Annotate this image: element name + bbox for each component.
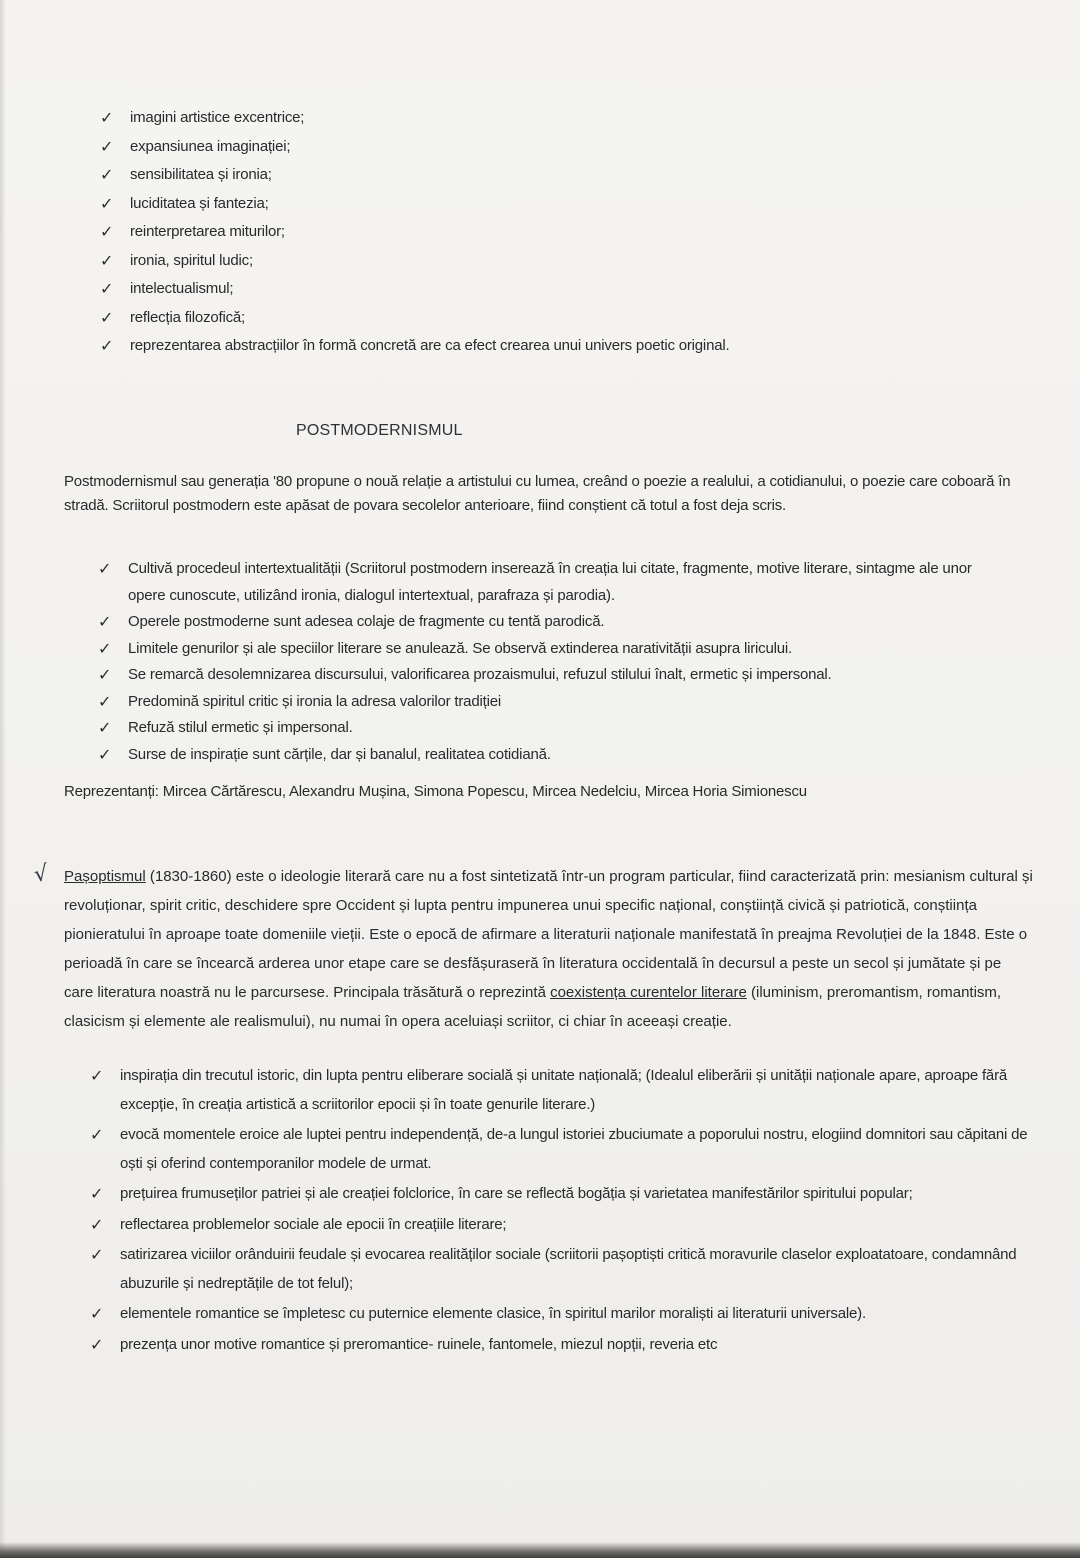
list-item: ✓ Refuză stilul ermetic și impersonal. — [94, 715, 994, 742]
pasoptism-paragraph: Pașoptismul (1830-1860) este o ideologie literară care nu a fost sintetizată într-un program particular, fiind caracterizată prin: mesianism cultural și revoluționar, spirit critic, deschidere spre Occident și lupta pentru impunerea unui specific național, conștiință civică și patriotică, conștiința pionieratului în aproape toate domeniile vieții. Este o epocă de afirmare a literaturii naționale manifestată în preajma Revoluției de la 1848. Este o perioadă în care se încearcă arderea unor etape care se desfășuraseră în literatura occidentală în decursul a peste un secol și jumătate și pe care literatura noastră nu le parcursese. Principala trăsătură o reprezintă coexistența curentelor literare (iluminism, preromantism, romantism, clasicism și elemente ale realismului), nu numai în opera aceluiași scriitor, ci chiar în aceeași creație. — [64, 868, 1033, 1030]
page-bottom-edge — [0, 1542, 1080, 1558]
list-item: ✓ satirizarea viciilor orânduirii feudale și evocarea realităților sociale (scriitorii pașoptiști critică moravurile claselor exploatatoare, condamnând abuzurile și nedreptățile de tot felul); — [86, 1241, 1036, 1298]
checkmark-icon: ✓ — [100, 250, 114, 270]
checkmark-icon: ✓ — [90, 1334, 104, 1354]
representatives-line: Reprezentanți: Mircea Cărtărescu, Alexandru Mușina, Simona Popescu, Mircea Nedelciu, Mircea Horia Simionescu — [64, 783, 807, 800]
list-item: ✓ evocă momentele eroice ale luptei pentru independență, de-a lungul istoriei zbuciumate a poporului nostru, elogiind domnitori sau căpitani de oști și oferind contemporanilor modele de urmat. — [86, 1121, 1036, 1178]
features-list — [96, 104, 996, 361]
list-item: ✓ ironia, spiritul ludic; — [96, 247, 996, 276]
list-item: ✓ Predomină spiritul critic și ironia la adresa valorilor tradiției — [94, 689, 994, 716]
checkmark-icon: ✓ — [90, 1184, 104, 1203]
list-item: ✓ Operele postmoderne sunt adesea colaje de fragmente cu tentă parodică. — [94, 609, 994, 636]
checkmark-icon: ✓ — [100, 165, 114, 184]
section-intro: Postmodernismul sau generația '80 propune o nouă relație a artistului cu lumea, creând o poezie a realului, a cotidianului, o poezie care coboară în stradă. Scriitorul postmodern este apăsat de povara secolelor anterioare, fiind conștient că totul a fost deja scris. — [64, 473, 1011, 514]
checkmark-icon: ✓ — [100, 193, 114, 213]
list-item: ✓ elementele romantice se împletesc cu puternice elemente clasice, în spiritul marilor moraliști ai literaturii universale). — [86, 1300, 1036, 1329]
list-item: ✓ Se remarcă desolemnizarea discursului, valorificarea prozaismului, refuzul stilului înalt, ermetic și impersonal. — [94, 662, 994, 689]
checkmark-icon: ✓ — [98, 744, 112, 764]
checkmark-icon: ✓ — [100, 136, 114, 156]
checkmark-icon: ✓ — [100, 108, 114, 127]
list-item: ✓ Cultivă procedeul intertextualității (Scriitorul postmodern inserează în creația lui citate, fragmente, motive literare, sintagme ale unor opere cunoscute, utilizând ironia, dialogul intertextual, parafraza și parodia). — [94, 556, 994, 609]
page-edge-shadow — [0, 0, 6, 1558]
list-item: ✓ reinterpretarea miturilor; — [96, 218, 996, 247]
list-item: ✓ Surse de inspirație sunt cărțile, dar și banalul, realitatea cotidiană. — [94, 742, 994, 769]
term-underlined: Pașoptismul — [64, 868, 146, 885]
checkmark-icon: ✓ — [90, 1304, 104, 1323]
section-title: POSTMODERNISMUL — [296, 422, 463, 439]
key-phrase-underlined: coexistența curentelor literare — [550, 984, 747, 1001]
list-item: ✓ luciditatea și fantezia; — [96, 190, 996, 219]
list-item: ✓ Limitele genurilor și ale speciilor literare se anulează. Se observă extinderea narativității asupra liricului. — [94, 636, 994, 663]
checkmark-icon: ✓ — [100, 222, 114, 241]
checkmark-icon: ✓ — [90, 1214, 104, 1234]
list-item: ✓ reflectarea problemelor sociale ale epocii în creațiile literare; — [86, 1211, 1036, 1240]
checkmark-icon: ✓ — [90, 1125, 104, 1144]
checkmark-icon: ✓ — [98, 665, 112, 684]
checkmark-icon: ✓ — [98, 612, 112, 631]
postmodernism-list — [94, 556, 994, 768]
checkmark-icon: ✓ — [98, 718, 112, 737]
checkmark-icon: ✓ — [98, 691, 112, 711]
handwritten-check-mark: √ — [32, 861, 50, 888]
checkmark-icon: ✓ — [98, 638, 112, 658]
list-item: ✓ prezența unor motive romantice și preromantice- ruinele, fantomele, miezul nopții, reveria etc — [86, 1331, 1036, 1360]
checkmark-icon: ✓ — [100, 336, 114, 355]
list-item: ✓ expansiunea imaginației; — [96, 133, 996, 162]
list-item: ✓ sensibilitatea și ironia; — [96, 161, 996, 190]
list-item: ✓ intelectualismul; — [96, 275, 996, 304]
list-item: ✓ reflecția filozofică; — [96, 304, 996, 333]
checkmark-icon: ✓ — [98, 559, 112, 578]
checkmark-icon: ✓ — [100, 307, 114, 327]
checkmark-icon: ✓ — [90, 1245, 104, 1264]
list-item: ✓ reprezentarea abstracțiilor în formă concretă are ca efect crearea unui univers poetic original. — [96, 332, 996, 361]
checkmark-icon: ✓ — [90, 1066, 104, 1085]
list-item: ✓ prețuirea frumuseților patriei și ale creației folclorice, în care se reflectă bogăția și varietatea manifestărilor spiritului popular; — [86, 1180, 1036, 1209]
pasoptism-list — [86, 1062, 1036, 1361]
list-item: ✓ imagini artistice excentrice; — [96, 104, 996, 133]
checkmark-icon: ✓ — [100, 279, 114, 298]
list-item: ✓ inspirația din trecutul istoric, din lupta pentru eliberare socială și unitate națională; (Idealul eliberării și unității naționale apare, aproape fără excepție, în creația artistică a scriitorilor epocii și în toate genurile literare.) — [86, 1062, 1036, 1119]
